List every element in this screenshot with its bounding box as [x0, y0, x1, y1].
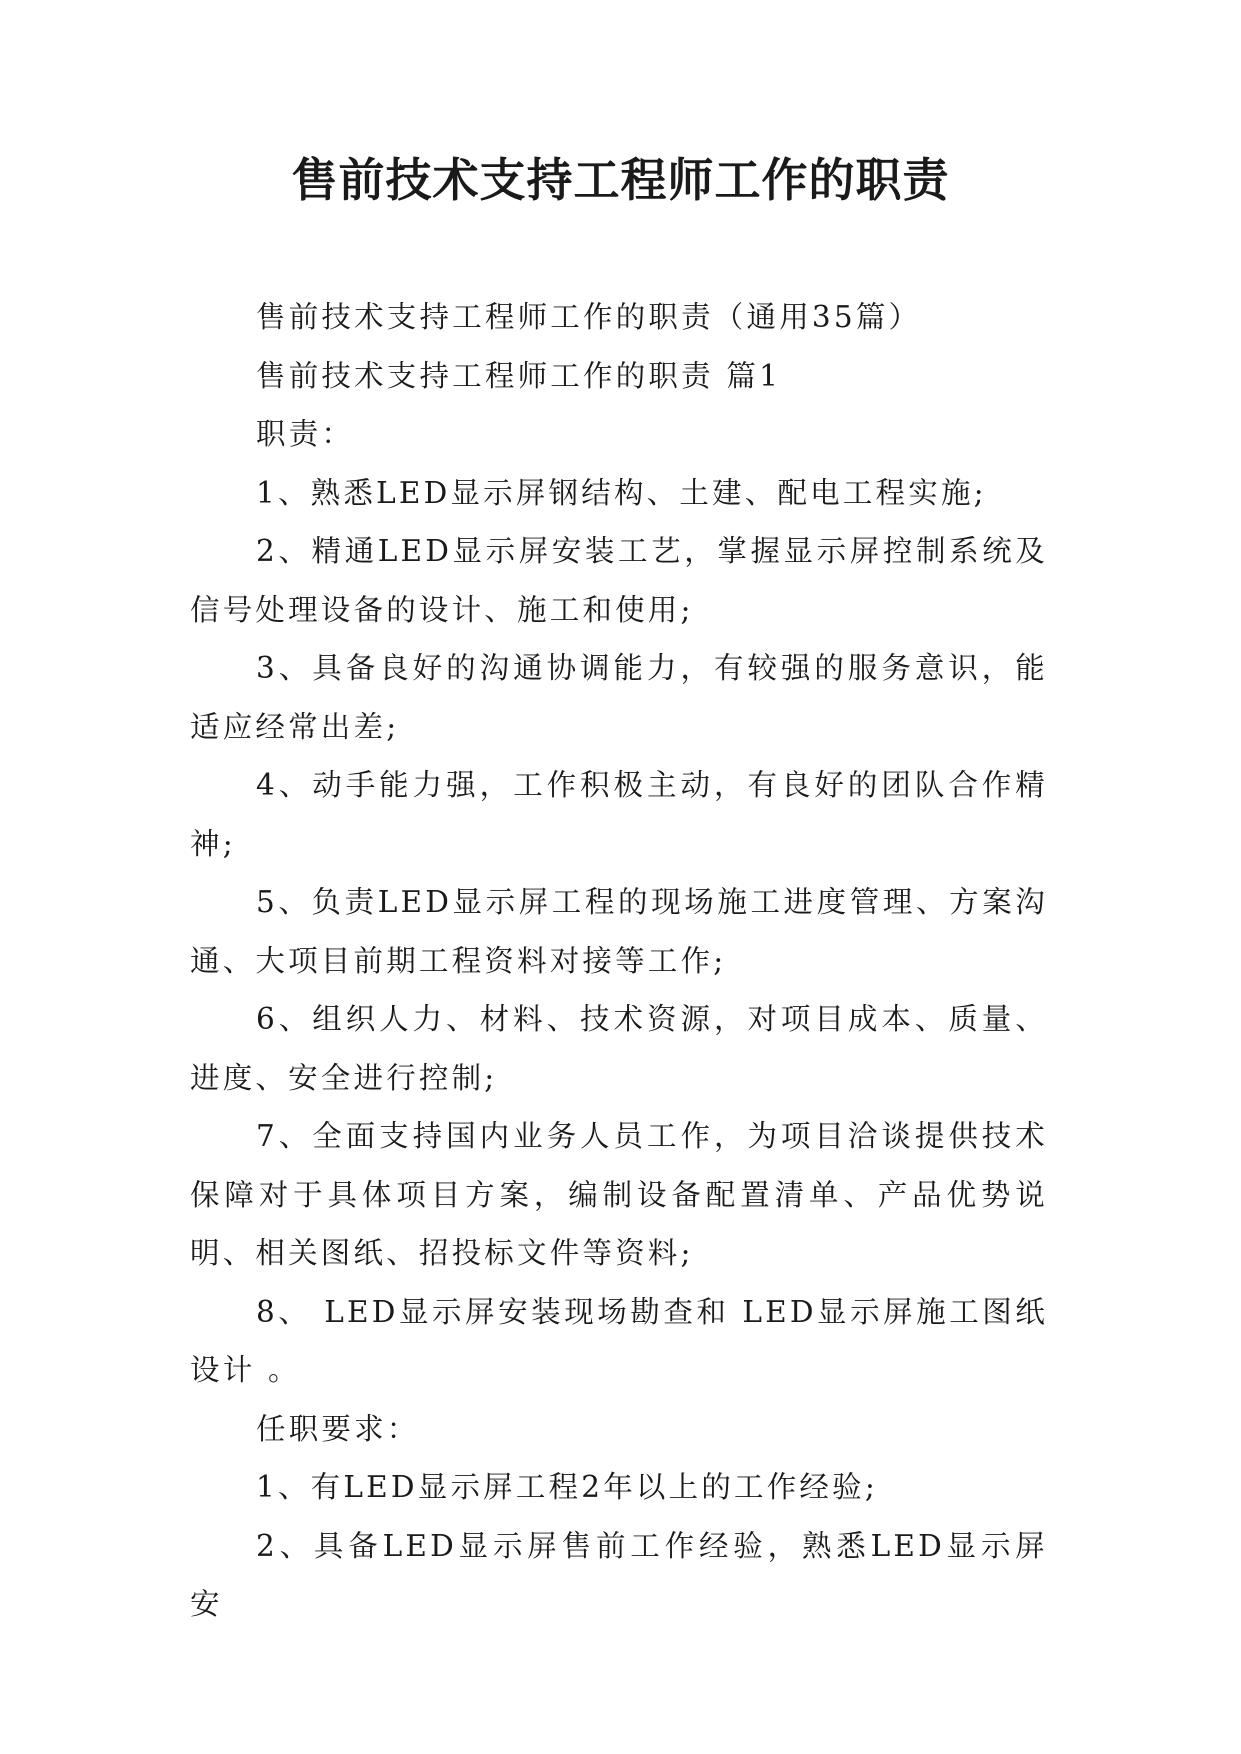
document-body — [190, 288, 1048, 1634]
paragraph-duty-4: 4、动手能力强，工作积极主动，有良好的团队合作精神; — [190, 768, 1048, 861]
document-title: 售前技术支持工程师工作的职责 — [291, 153, 950, 207]
paragraph-requirement-2: 2、具备LED显示屏售前工作经验，熟悉LED显示屏安 — [190, 1528, 1048, 1621]
paragraph-duty-6: 6、组织人力、材料、技术资源，对项目成本、质量、进度、安全进行控制; — [190, 1002, 1048, 1095]
paragraph-duties-label: 职责： — [256, 417, 355, 451]
paragraph-duty-5: 5、负责LED显示屏工程的现场施工进度管理、方案沟通、大项目前期工程资料对接等工作; — [190, 885, 1048, 978]
paragraph-duty-7: 7、全面支持国内业务人员工作，为项目洽谈提供技术保障对于具体项目方案，编制设备配置清单、产品优势说明、相关图纸、招投标文件等资料; — [190, 1119, 1048, 1270]
paragraph-duty-1: 1、熟悉LED显示屏钢结构、土建、配电工程实施; — [256, 475, 987, 510]
paragraph-section-heading: 售前技术支持工程师工作的职责 篇1 — [256, 358, 782, 393]
paragraph-requirement-1: 1、有LED显示屏工程2年以上的工作经验; — [256, 1470, 878, 1504]
paragraph-subtitle: 售前技术支持工程师工作的职责（通用35篇） — [256, 300, 922, 334]
paragraph-duty-8: 8、 LED显示屏安装现场勘查和 LED显示屏施工图纸设计 。 — [190, 1294, 1048, 1387]
paragraph-duty-3: 3、具备良好的沟通协调能力，有较强的服务意识，能适应经常出差; — [190, 651, 1048, 744]
paragraph-duty-2: 2、精通LED显示屏安装工艺，掌握显示屏控制系统及信号处理设备的设计、施工和使用; — [190, 534, 1048, 627]
paragraph-requirements-label: 任职要求： — [256, 1411, 420, 1446]
